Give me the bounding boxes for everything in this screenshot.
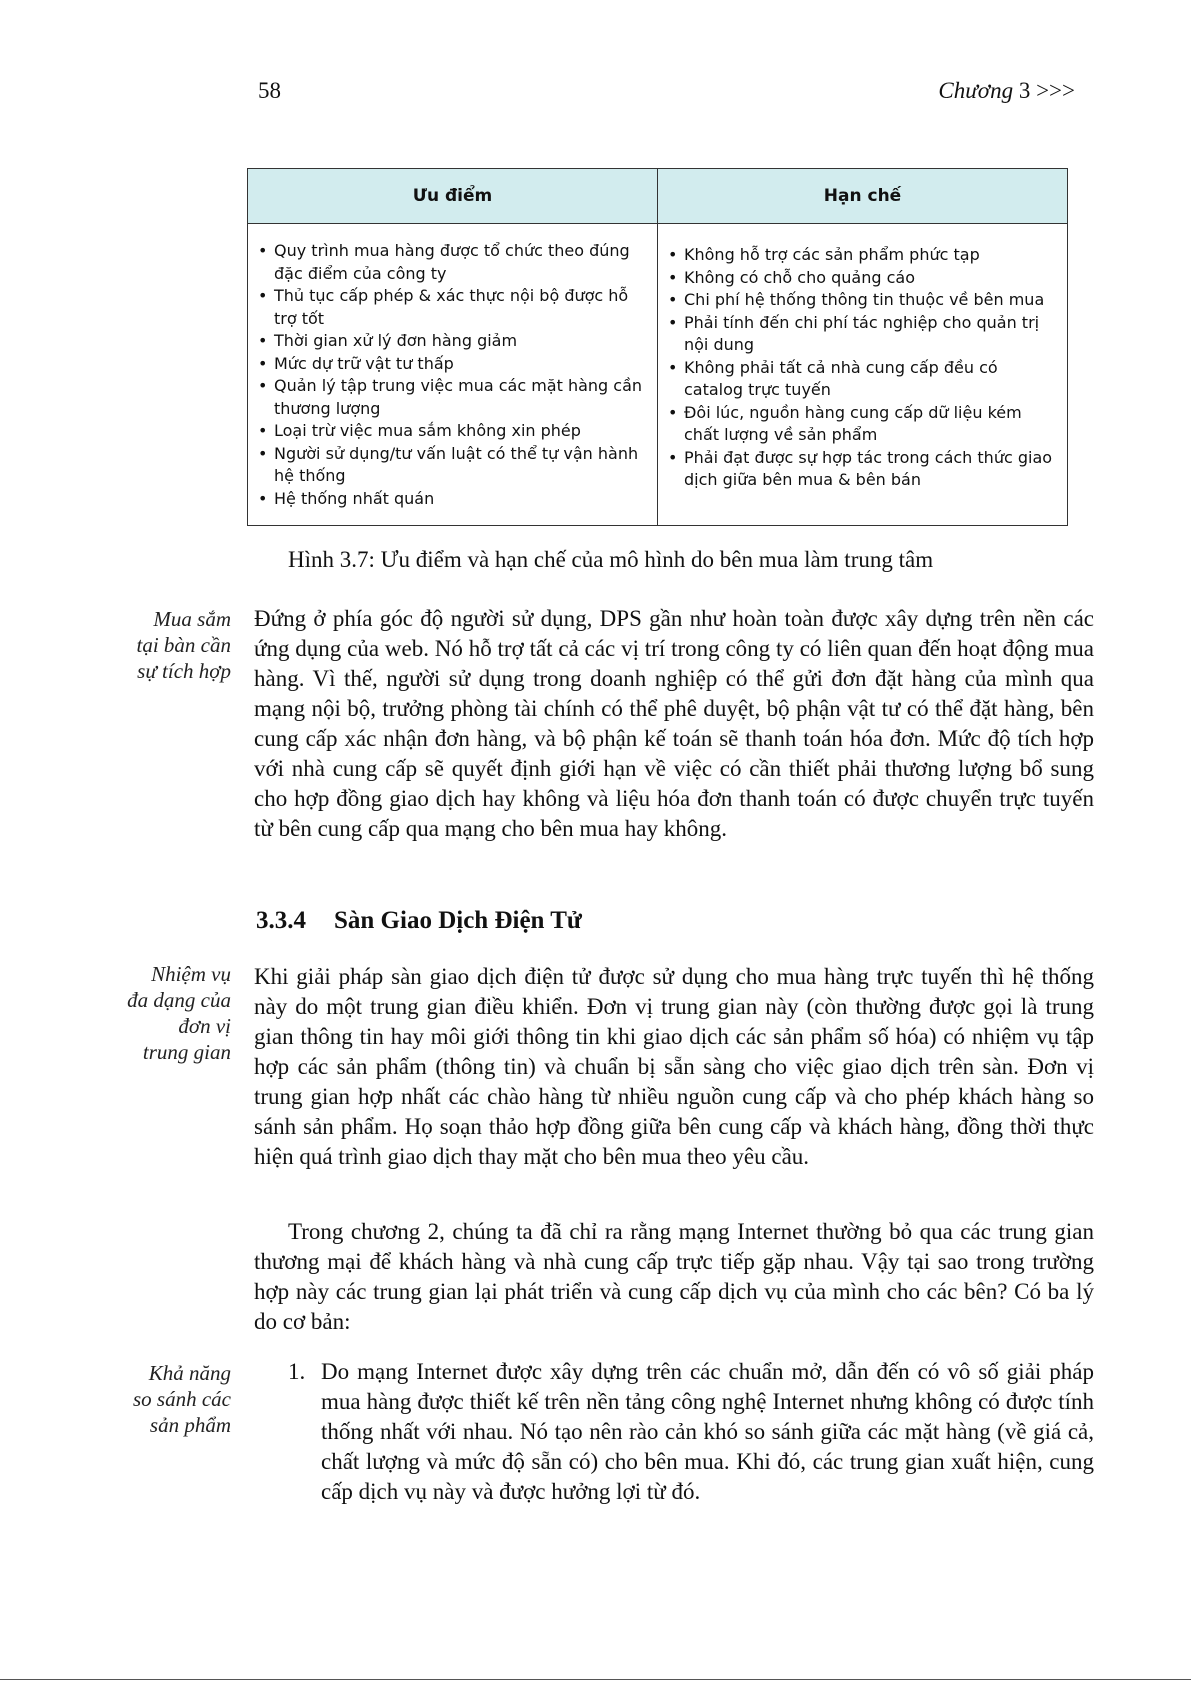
figure-table — [247, 168, 1068, 526]
margin-note-line: Mua sắm — [153, 607, 231, 631]
section-title: Sàn Giao Dịch Điện Tử — [334, 907, 582, 934]
advantages-column — [248, 224, 658, 525]
margin-note-line: Khả năng — [148, 1361, 231, 1385]
header-advantages: Ưu điểm — [248, 169, 658, 223]
margin-note-line: trung gian — [142, 1040, 231, 1064]
advantage-item: • Người sử dụng/tư vấn luật có thể tự vận hành hệ thống — [258, 443, 649, 488]
limitation-item: • Không hỗ trợ các sản phẩm phức tạp — [668, 244, 1059, 267]
margin-note-line: Nhiệm vụ — [151, 962, 231, 986]
limitation-item: • Không phải tất cả nhà cung cấp đều có catalog trực tuyến — [668, 357, 1059, 402]
advantage-item: • Thủ tục cấp phép & xác thực nội bộ được hỗ trợ tốt — [258, 285, 649, 330]
margin-note-integration — [91, 606, 231, 684]
limitation-item: • Không có chỗ cho quảng cáo — [668, 267, 1059, 290]
header-limitations: Hạn chế — [823, 186, 902, 206]
list-item-text: Do mạng Internet được xây dựng trên các chuẩn mở, dẫn đến có vô số giải pháp mua hàng được thiết kế trên nền tảng công nghệ Internet nhưng không có được tính thống nhất với nhau. Nó tạo nên rào cản khó so sánh giữa các mặt hàng (về giá cả, chất lượng và mức độ sẵn có) cho bên mua. Khi đó, các trung gian xuất hiện, cung cấp dịch vụ này và được hưởng lợi từ đó. — [321, 1359, 1094, 1504]
limitation-item: • Phải tính đến chi phí tác nghiệp cho quản trị nội dung — [668, 312, 1059, 357]
numbered-list-item — [288, 1357, 1094, 1507]
table-body — [248, 224, 1067, 525]
limitation-item: • Đôi lúc, nguồn hàng cung cấp dữ liệu kém chất lượng về sản phẩm — [668, 402, 1059, 447]
chapter-number: 3 — [1018, 78, 1031, 103]
limitations-list — [668, 244, 1059, 492]
margin-note-comparison — [91, 1360, 231, 1438]
advantage-item: • Quy trình mua hàng được tổ chức theo đúng đặc điểm của công ty — [258, 240, 649, 285]
margin-note-line: sự tích hợp — [137, 659, 231, 683]
paragraph-exchange: Khi giải pháp sàn giao dịch điện tử được sử dụng cho mua hàng trực tuyến thì hệ thống này do một trung gian điều khiển. Đơn vị trung gian này (còn thường được gọi là trung gian thông tin hay môi giới thông tin khi giao dịch các sản phẩm số hóa) có nhiệm vụ tập hợp các sản phẩm (thông tin) và chuẩn bị sẵn sàng cho việc giao dịch trên sàn. Đơn vị trung gian hợp nhất các chào hàng từ nhiều nguồn cung cấp và cho phép khách hàng so sánh sản phẩm. Họ soạn thảo hợp đồng giữa bên cung cấp và khách hàng, đồng thời thực hiện quá trình giao dịch thay mặt cho bên mua theo yêu cầu. — [254, 964, 1094, 1169]
footer-rule — [0, 1679, 1191, 1680]
margin-note-line: đa dạng của — [127, 988, 231, 1012]
advantage-item: • Hệ thống nhất quán — [258, 488, 649, 511]
chapter-arrows: >>> — [1036, 78, 1075, 103]
chapter-label — [938, 78, 1075, 104]
margin-note-line: sản phẩm — [149, 1413, 231, 1437]
section-number: 3.3.4 — [256, 907, 306, 934]
figure-caption: Hình 3.7: Ưu điểm và hạn chế của mô hình do bên mua làm trung tâm — [288, 547, 934, 572]
advantage-item: • Thời gian xử lý đơn hàng giảm — [258, 330, 649, 353]
advantage-item: • Mức dự trữ vật tư thấp — [258, 353, 649, 376]
chapter-word: Chương — [938, 78, 1014, 103]
advantage-item: • Quản lý tập trung việc mua các mặt hàng cần thương lượng — [258, 375, 649, 420]
limitation-item: • Phải đạt được sự hợp tác trong cách thức giao dịch giữa bên mua & bên bán — [668, 447, 1059, 492]
section-heading — [256, 907, 582, 935]
advantages-list — [258, 240, 649, 510]
limitation-item: • Chi phí hệ thống thông tin thuộc về bên mua — [668, 289, 1059, 312]
paragraph-dps: Đứng ở phía góc độ người sử dụng, DPS gần như hoàn toàn được xây dựng trên nền các ứng dụng của web. Nó hỗ trợ tất cả các vị trí trong công ty có liên quan đến hoạt động mua hàng. Vì thế, người sử dụng trong doanh nghiệp có thể gửi đơn đặt hàng của mình qua mạng nội bộ, trưởng phòng tài chính có thể phê duyệt, bộ phận vật tư có thể đặt hàng, bên cung cấp xác nhận đơn hàng, và bộ phận kế toán sẽ thanh toán hóa đơn. Mức độ tích hợp với nhà cung cấp sẽ quyết định giới hạn về việc có cần thiết phải thương lượng bổ sung cho hợp đồng giao dịch hay không và liệu hóa đơn thanh toán có được chuyển trực tuyến từ bên cung cấp qua mạng cho bên mua hay không. — [254, 606, 1094, 841]
margin-note-line: tại bàn cần — [136, 633, 231, 657]
margin-note-intermediary — [91, 961, 231, 1065]
paragraph-reasons: Trong chương 2, chúng ta đã chỉ ra rằng mạng Internet thường bỏ qua các trung gian thương mại để khách hàng và nhà cung cấp trực tiếp gặp nhau. Vậy tại sao trong trường hợp này các trung gian lại phát triển và cung cấp dịch vụ của mình cho các bên? Có ba lý do cơ bản: — [254, 1219, 1094, 1334]
limitations-column — [658, 224, 1067, 525]
list-marker: 1. — [288, 1359, 306, 1384]
margin-note-line: so sánh các — [133, 1387, 231, 1411]
margin-note-line: đơn vị — [178, 1014, 231, 1038]
page-number: 58 — [258, 78, 281, 103]
advantage-item: • Loại trừ việc mua sắm không xin phép — [258, 420, 649, 443]
table-header-row — [248, 169, 1067, 224]
